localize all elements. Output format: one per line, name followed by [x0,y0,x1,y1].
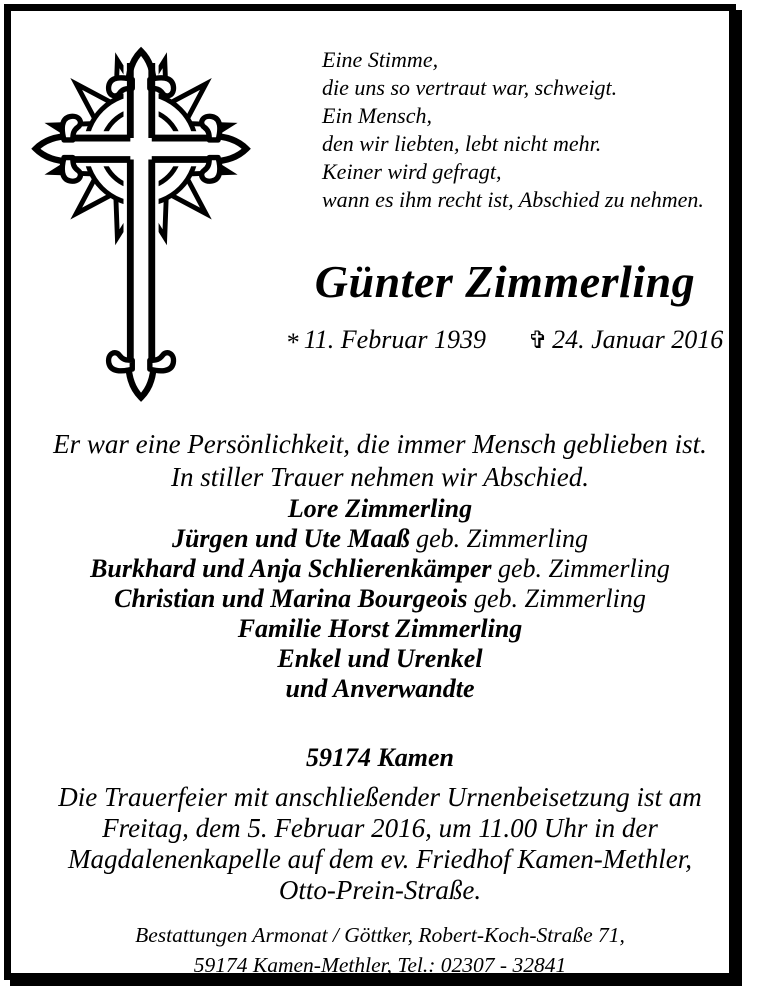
mourner-suffix: geb. Zimmerling [491,554,670,583]
mourner-row [0,614,760,644]
memorial-poem [322,46,704,214]
poem-line: Keiner wird gefragt, [322,159,502,184]
poem-line: Ein Mensch, [322,103,432,128]
mourner-row [0,644,760,674]
ornamental-cross-icon [26,22,260,412]
mourner-suffix: geb. Zimmerling [409,524,589,553]
mourner-names: Familie Horst Zimmerling [237,614,523,643]
funeral-home-line: Bestattungen Armonat / Göttker, Robert-Koch-Straße 71, [135,923,625,947]
poem-line: die uns so vertraut war, schweigt. [322,75,618,100]
funeral-line: Die Trauerfeier mit anschließender Urnenbeisetzung ist am [58,782,702,812]
poem-line: wann es ihm recht ist, Abschied zu nehmen. [322,187,704,212]
mourner-row [0,554,760,584]
mourner-names: Christian und Marina Bourgeois [114,584,468,613]
mourners-list [0,494,760,704]
funeral-line: Magdalenenkapelle auf dem ev. Friedhof Kamen-Methler, [67,844,693,874]
birth-star-symbol: * [286,328,300,357]
tribute-line: Er war eine Persönlichkeit, die immer Mensch geblieben ist. [53,429,707,459]
mourner-row [0,584,760,614]
death-cross-symbol: ✞ [527,326,549,354]
birth-date-text: 11. Februar 1939 [303,325,486,354]
mourner-names: Lore Zimmerling [287,494,473,523]
mourner-names: und Anverwandte [285,674,475,703]
funeral-details [0,782,760,906]
poem-line: den wir liebten, lebt nicht mehr. [322,131,602,156]
tribute-line: In stiller Trauer nehmen wir Abschied. [171,462,589,492]
funeral-home-line: 59174 Kamen-Methler, Tel.: 02307 - 32841 [193,953,567,977]
mourner-names: Jürgen und Ute Maaß [171,524,410,553]
tribute-text [0,428,760,494]
life-dates [270,325,740,355]
mourner-names: Enkel und Urenkel [277,644,483,673]
funeral-line: Freitag, dem 5. Februar 2016, um 11.00 Uhr in der [102,813,658,843]
birth-date [287,325,486,355]
poem-line: Eine Stimme, [322,47,439,72]
funeral-line: Otto-Prein-Straße. [278,875,482,905]
mourner-row [0,674,760,704]
death-date-text: 24. Januar 2016 [552,325,724,354]
mourner-row [0,524,760,554]
funeral-home-info [0,920,760,980]
deceased-name: Günter Zimmerling [314,256,696,307]
mourner-row [0,494,760,524]
mourner-suffix: geb. Zimmerling [467,584,646,613]
mourner-names: Burkhard und Anja Schlierenkämper [90,554,492,583]
death-date [528,325,723,355]
location-postal-city: 59174 Kamen [305,743,455,772]
